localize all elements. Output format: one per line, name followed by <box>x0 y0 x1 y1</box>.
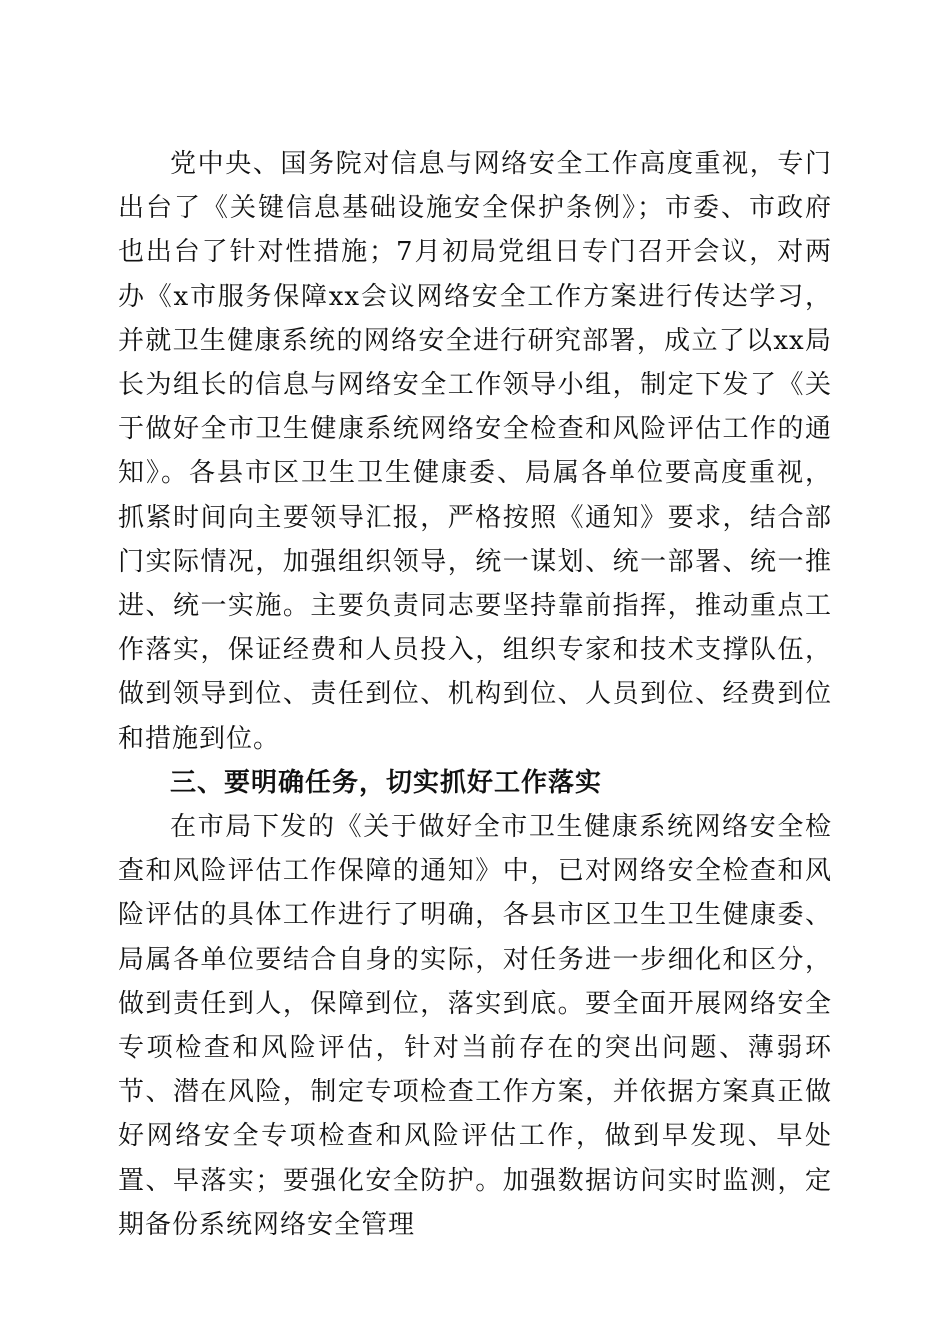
paragraph-leadership: 党中央、国务院对信息与网络安全工作高度重视，专门出台了《关键信息基础设施安全保护条例》；市委、市政府也出台了针对性措施；7月初局党组日专门召开会议，对两办《x市服务保障xx会议网络安全工作方案进行传达学习，并就卫生健康系统的网络安全进行研究部署，成立了以xx局长为组长的信息与网络安全工作领导小组，制定下发了《关于做好全市卫生健康系统网络安全检查和风险评估工作的通知》。各县市区卫生卫生健康委、局属各单位要高度重视，抓紧时间向主要领导汇报，严格按照《通知》要求，结合部门实际情况，加强组织领导，统一谋划、统一部署、统一推进、统一实施。主要负责同志要坚持靠前指挥，推动重点工作落实，保证经费和人员投入，组织专家和技术支撑队伍，做到领导到位、责任到位、机构到位、人员到位、经费到位和措施到位。 <box>118 149 832 754</box>
paragraph-tasks: 在市局下发的《关于做好全市卫生健康系统网络安全检查和风险评估工作保障的通知》中，已对网络安全检查和风险评估的具体工作进行了明确，各县市区卫生卫生健康委、局属各单位要结合自身的实际，对任务进一步细化和区分，做到责任到人，保障到位，落实到底。要全面开展网络安全专项检查和风险评估，针对当前存在的突出问题、薄弱环节、潜在风险，制定专项检查工作方案，并依据方案真正做好网络安全专项检查和风险评估工作，做到早发现、早处置、早落实；要强化安全防护。加强数据访问实时监测，定期备份系统网络安全管理 <box>118 812 832 1240</box>
document-body <box>118 142 832 1247</box>
section-heading-three: 三、要明确任务，切实抓好工作落实 <box>170 767 603 798</box>
